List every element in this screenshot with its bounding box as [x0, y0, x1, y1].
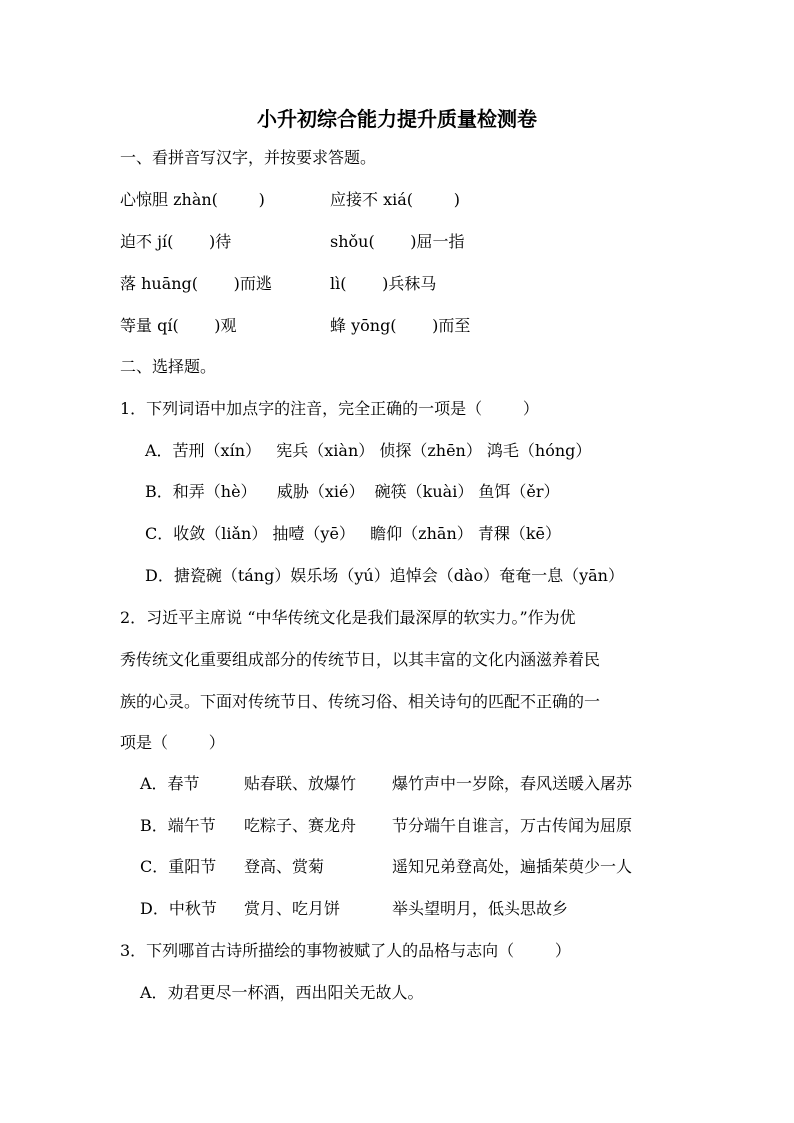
option-poem: 遥知兄弟登高处，遍插茱萸少一人	[392, 857, 633, 876]
pinyin-item-3: 迫不 jí( )待	[120, 232, 232, 251]
option-label: D．中秋节	[140, 899, 217, 918]
section2-heading: 二、选择题。	[120, 357, 217, 376]
pinyin-item-4: shǒu( )屈一指	[330, 232, 465, 251]
option-poem: 爆竹声中一岁除，春风送暖入屠苏	[392, 774, 633, 793]
option-label: B．端午节	[140, 816, 216, 835]
pinyin-item-8: 蜂 yōng( )而至	[330, 316, 471, 335]
question-3-stem: 3．下列哪首古诗所描绘的事物被赋了人的品格与志向（ ）	[120, 941, 571, 960]
question-2-option-b	[140, 816, 680, 836]
question-3-option-a: A．劝君更尽一杯酒，西出阳关无故人。	[140, 983, 424, 1002]
pinyin-item-7: 等量 qí( )观	[120, 316, 237, 335]
question-2-option-d	[140, 899, 680, 919]
question-2-option-c	[140, 857, 680, 877]
pinyin-item-1: 心惊胆 zhàn( )	[120, 190, 265, 209]
question-2-stem-line-1: 2．习近平主席说 “中华传统文化是我们最深厚的软实力。”作为优	[120, 608, 576, 627]
question-2-stem-line-3: 族的心灵。下面对传统节日、传统习俗、相关诗句的匹配不正确的一	[120, 692, 601, 711]
section1-heading: 一、看拼音写汉字，并按要求答题。	[120, 148, 377, 167]
question-1-option-c: C．收敛（liǎn） 抽噎（yē） 瞻仰（zhān） 青稞（kē）	[145, 524, 562, 543]
pinyin-item-6: lì( )兵秣马	[330, 274, 437, 293]
question-1-option-b: B．和弄（hè） 威胁（xié） 碗筷（kuài） 鱼饵（ěr）	[145, 482, 560, 501]
option-custom: 赏月、吃月饼	[244, 899, 341, 918]
question-1-option-d: D．搪瓷碗（táng）娱乐场（yú）追悼会（dào）奄奄一息（yān）	[145, 566, 624, 585]
option-custom: 登高、赏菊	[244, 857, 325, 876]
option-custom: 贴春联、放爆竹	[244, 774, 357, 793]
pinyin-item-2: 应接不 xiá( )	[330, 190, 460, 209]
question-2-stem-line-2: 秀传统文化重要组成部分的传统节日，以其丰富的文化内涵滋养着民	[120, 650, 601, 669]
option-poem: 举头望明月，低头思故乡	[392, 899, 569, 918]
question-2-stem-line-4: 项是（ ）	[120, 733, 225, 752]
question-1-stem: 1．下列词语中加点字的注音，完全正确的一项是（ ）	[120, 399, 539, 418]
question-2-option-a	[140, 774, 680, 794]
option-custom: 吃粽子、赛龙舟	[244, 816, 357, 835]
option-label: C．重阳节	[140, 857, 217, 876]
option-poem: 节分端午自谁言，万古传闻为屈原	[392, 816, 633, 835]
pinyin-item-5: 落 huāng( )而逃	[120, 274, 272, 293]
page-title: 小升初综合能力提升质量检测卷	[257, 107, 537, 131]
option-label: A．春节	[140, 774, 200, 793]
question-1-option-a: A．苦刑（xín） 宪兵（xiàn） 侦探（zhēn） 鸿毛（hóng）	[145, 441, 592, 460]
